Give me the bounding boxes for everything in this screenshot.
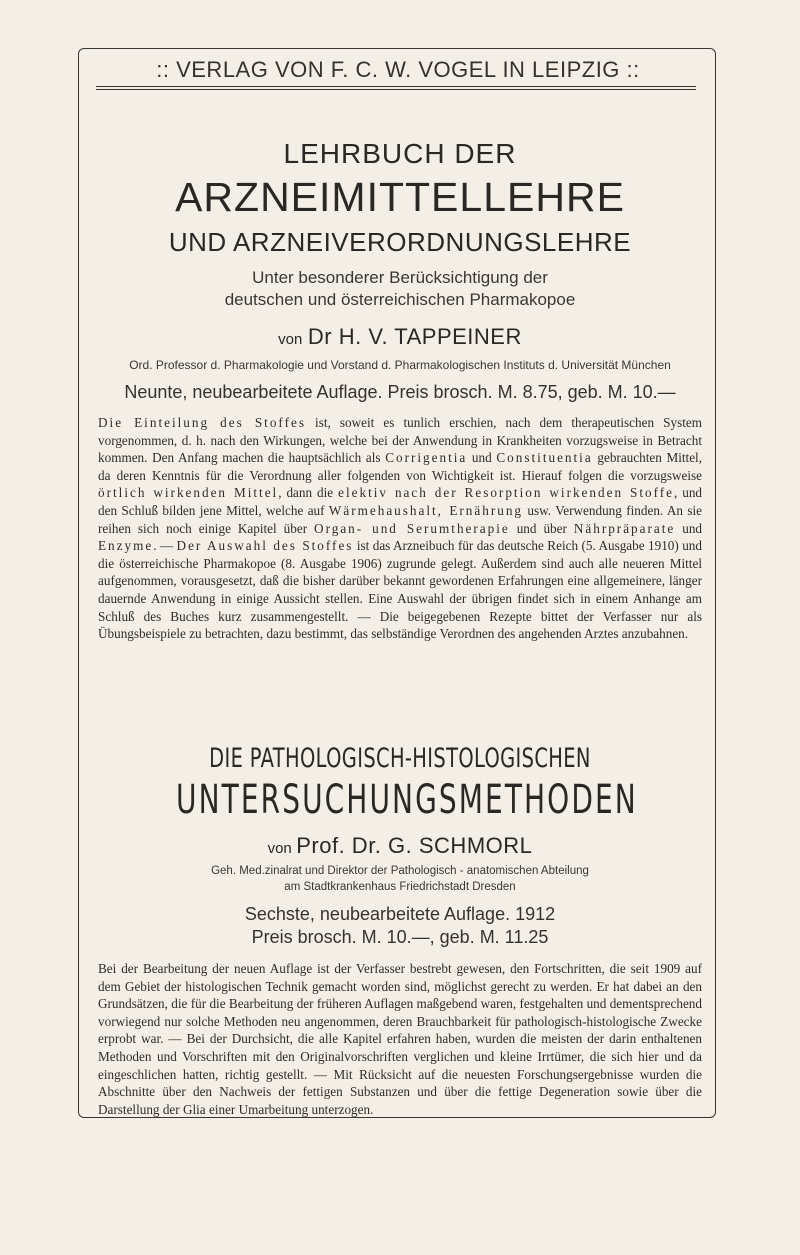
emphasized-text: Wärmehaushalt, Ernährung bbox=[328, 502, 524, 518]
body-text: , dann die bbox=[278, 485, 339, 501]
body-text: gebrauchten Mittel, da deren Kenntnis für die Verordnung aller folgenden von Wichtigkeit ist. Hierauf folgen die vorzugsweise bbox=[98, 450, 703, 483]
emphasized-text: Constituentia bbox=[496, 450, 593, 466]
book2-affiliation-line1: Geh. Med.zinalrat und Direktor der Pathologisch - anatomischen Abteilung bbox=[211, 865, 589, 877]
book2-description: Bei der Bearbeitung der neuen Auflage ist der Verfasser bestrebt gewesen, den Fortschritten, die seit 1909 auf dem Gebiet der histologischen Technik gemacht worden sind, möglichst gerecht zu werden. Er hat dabei an den Grundsätzen, die für die Bearbeitung der früheren Auflagen maßgebend waren, festgehalten und dementsprechend vorwiegend nur solche Methoden neu angenommen, deren Brauchbarkeit für pathologisch-histologische Zwecke erprobt war. — Bei der Durchsicht, die alle Kapitel erfahren haben, wurden die meisten der darin enthaltenen Methoden und Vorschriften mit den Originalvorschriften verglichen und kleine Irrtümer, die sich hier und da eingeschlichen hatten, richtig gestellt. — Mit Rücksicht auf die neuesten Forschungsergebnisse wurden die Abschnitte über den Nachweis der fettigen Substanzen und über die fettige Degeneration sowie über die Darstellung der Glia einer Umarbeitung unterzogen. bbox=[98, 961, 702, 1117]
book1-author-name: Dr H. V. TAPPEINER bbox=[307, 324, 522, 349]
body-text: , und den Schluß bilden jene Mittel, welche auf bbox=[98, 485, 703, 518]
book1-author bbox=[80, 324, 720, 350]
emphasized-text: Corrigentia bbox=[385, 450, 468, 466]
book1-edition: Neunte, neubearbeitete Auflage. Preis brosch. M. 8.75, geb. M. 10.— bbox=[124, 382, 676, 402]
body-text: und bbox=[467, 450, 497, 466]
publisher-name: VERLAG VON F. C. W. VOGEL IN LEIPZIG bbox=[176, 57, 620, 82]
body-text: ist das Arzneibuch für das deutsche Reich (5. Ausgabe 1910) und die österreichische Pharmakopoe (8. Ausgabe 1906) zugrunde gelegt. Außerdem sind auch alle neueren Mittel aufgenommen, vorausgesetzt, daß die bisher darüber bekannt gewordenen Erfahrungen eine allgemeinere, länger dauernde Anwendung in einige Aussicht stellen. Eine Auswahl der übrigen findet sich in einem Anhange am Schluß des Buches kurz zusammengestellt. — Die beigegebenen Rezepte bittet der Verfasser nur als Übungsbeispiele zu betrachten, dazu bestimmt, das selbständige Verordnen des angehenden Arztes anzubahnen. bbox=[98, 538, 702, 642]
book2-author-name: Prof. Dr. G. SCHMORL bbox=[296, 833, 533, 858]
book1-title-line2: ARZNEIMITTELLEHRE bbox=[175, 174, 625, 220]
book2-affiliation-line2: am Stadtkrankenhaus Friedrichstadt Dresden bbox=[284, 881, 516, 893]
book2-title-line2: UNTERSUCHUNGSMETHODEN bbox=[176, 777, 638, 823]
book2-edition-line1: Sechste, neubearbeitete Auflage. 1912 bbox=[244, 904, 556, 924]
emphasized-text: Enzyme bbox=[98, 538, 154, 554]
book1-title-line1: LEHRBUCH DER bbox=[283, 138, 517, 169]
body-text: und bbox=[675, 520, 703, 536]
book2-author-von: von bbox=[267, 840, 292, 857]
emphasized-text: Die Einteilung des Stoffes bbox=[98, 415, 306, 430]
book1-subtitle-line1: Unter besonderer Berücksichtigung der bbox=[252, 268, 548, 287]
emphasized-text: Organ- und Serumtherapie bbox=[314, 520, 510, 536]
book1-title-line3: UND ARZNEIVERORDNUNGSLEHRE bbox=[168, 227, 632, 257]
header-mark-right: :: bbox=[626, 57, 640, 82]
emphasized-text: Der Auswahl des Stoffes bbox=[176, 538, 354, 554]
book2-title-line1: DIE PATHOLOGISCH-HISTOLOGISCHEN bbox=[209, 743, 591, 774]
book2-author bbox=[80, 833, 720, 859]
body-text: und über bbox=[509, 520, 574, 536]
header-rule bbox=[96, 86, 696, 90]
book1-subtitle-line2: deutschen und österreichischen Pharmakopoe bbox=[224, 290, 576, 309]
body-text: ist, soweit es tunlich erschien, nach dem therapeutischen System vorgenommen, d. h. nach den Wirkungen, welche bei der Anwendung in Krankheiten vorzugsweise in Betracht kommen. Den Anfang machen die hauptsächlich als bbox=[98, 415, 703, 466]
emphasized-text: Nährpräparate bbox=[573, 520, 676, 536]
book1-description bbox=[98, 414, 702, 643]
body-text: usw. Verwendung finden. An sie reihen sich noch einige Kapitel über bbox=[98, 502, 702, 536]
emphasized-text: elektiv nach der Resorption wirkenden Stoffe bbox=[338, 485, 674, 501]
book2-edition-line2: Preis brosch. M. 10.—, geb. M. 11.25 bbox=[251, 927, 549, 947]
emphasized-text: örtlich wirkenden Mittel bbox=[98, 485, 279, 501]
body-text: . — bbox=[153, 538, 177, 554]
publisher-header bbox=[78, 57, 718, 83]
header-mark-left: :: bbox=[156, 57, 170, 82]
book1-affiliation: Ord. Professor d. Pharmakologie und Vorstand d. Pharmakologischen Instituts d. Universität München bbox=[129, 358, 671, 372]
book1-author-von: von bbox=[278, 331, 303, 348]
